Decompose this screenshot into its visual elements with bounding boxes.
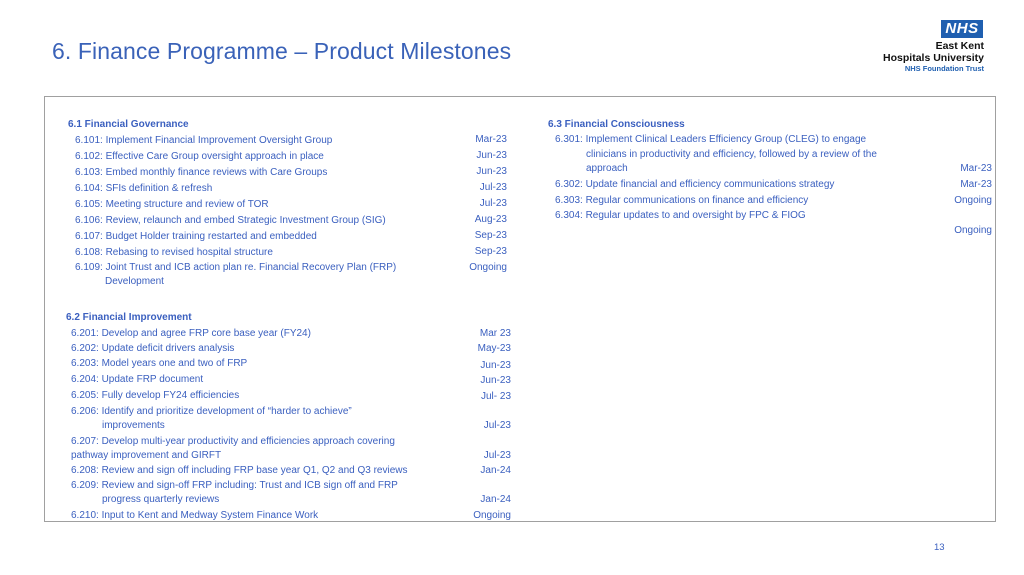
section-heading-governance: 6.1 Financial Governance <box>68 119 189 130</box>
milestone-date: Jul-23 <box>479 198 507 209</box>
list-item: 6.208: Review and sign off including FRP base year Q1, Q2 and Q3 reviews <box>71 465 408 476</box>
list-item-continuation: Development <box>105 276 164 287</box>
list-item: 6.205: Fully develop FY24 efficiencies <box>71 390 240 401</box>
milestone-date: Jul-23 <box>479 182 507 193</box>
list-item-continuation: pathway improvement and GIRFT <box>71 450 222 461</box>
list-item: 6.203: Model years one and two of FRP <box>71 358 248 369</box>
list-item: 6.304: Regular updates to and oversight by FPC & FIOG <box>555 210 806 221</box>
list-item: 6.202: Update deficit drivers analysis <box>71 343 235 354</box>
logo-line-2: Hospitals University <box>883 52 984 64</box>
milestone-date: Jul- 23 <box>480 391 511 402</box>
list-item: 6.102: Effective Care Group oversight approach in place <box>75 151 324 162</box>
milestone-date: Jan-24 <box>480 465 511 476</box>
logo-line-3: NHS Foundation Trust <box>904 64 984 73</box>
list-item: 6.210: Input to Kent and Medway System Finance Work <box>71 510 319 521</box>
list-item: 6.105: Meeting structure and review of TOR <box>75 199 269 210</box>
milestone-date: Ongoing <box>954 195 992 206</box>
milestones-panel <box>44 96 996 522</box>
milestone-date: Jun-23 <box>480 375 511 386</box>
milestone-date: Jun-23 <box>476 150 507 161</box>
list-item: 6.106: Review, relaunch and embed Strategic Investment Group (SIG) <box>75 215 386 226</box>
milestone-date: Mar-23 <box>960 179 992 190</box>
list-item: 6.207: Develop multi-year productivity and efficiencies approach covering <box>71 436 395 447</box>
milestone-date: Ongoing <box>473 510 511 521</box>
milestone-date: Ongoing <box>954 225 992 236</box>
milestone-date: Ongoing <box>469 262 507 273</box>
list-item: 6.104: SFIs definition & refresh <box>75 183 213 194</box>
milestone-date: Jan-24 <box>480 494 511 505</box>
list-item: 6.107: Budget Holder training restarted and embedded <box>75 231 317 242</box>
milestone-date: Jul-23 <box>483 420 511 431</box>
list-item: 6.103: Embed monthly finance reviews with Care Groups <box>75 167 328 178</box>
section-heading-consciousness: 6.3 Financial Consciousness <box>548 119 685 130</box>
list-item: 6.303: Regular communications on finance and efficiency <box>555 195 809 206</box>
list-item: 6.302: Update financial and efficiency communications strategy <box>555 179 835 190</box>
milestone-date: Mar 23 <box>479 328 511 339</box>
milestone-date: Sep-23 <box>474 246 507 257</box>
nhs-trust-logo <box>880 20 1006 76</box>
milestone-date: Sep-23 <box>474 230 507 241</box>
list-item: 6.201: Develop and agree FRP core base year (FY24) <box>71 328 311 339</box>
milestone-date: May-23 <box>477 343 511 354</box>
list-item: 6.109: Joint Trust and ICB action plan re. Financial Recovery Plan (FRP) <box>75 262 397 273</box>
milestone-date: Aug-23 <box>474 214 507 225</box>
list-item-continuation: progress quarterly reviews <box>102 494 220 505</box>
list-item-continuation: clinicians in productivity and efficiency, followed by a review of the <box>586 149 877 160</box>
logo-line-1: East Kent <box>935 40 984 52</box>
milestone-date: Jun-23 <box>476 166 507 177</box>
list-item: 6.204: Update FRP document <box>71 374 204 385</box>
list-item: 6.108: Rebasing to revised hospital structure <box>75 247 273 258</box>
list-item-continuation: approach <box>586 163 628 174</box>
page-number: 13 <box>934 542 945 553</box>
list-item: 6.209: Review and sign-off FRP including: Trust and ICB sign off and FRP <box>71 480 398 491</box>
milestone-date: Mar-23 <box>960 163 992 174</box>
nhs-logo-icon: NHS <box>941 20 983 38</box>
list-item: 6.101: Implement Financial Improvement Oversight Group <box>75 135 333 146</box>
page-title: 6. Finance Programme – Product Milestones <box>52 38 512 64</box>
milestone-date: Jun-23 <box>480 360 511 371</box>
list-item: 6.206: Identify and prioritize development of “harder to achieve” <box>71 406 352 417</box>
section-heading-improvement: 6.2 Financial Improvement <box>66 312 192 323</box>
list-item-continuation: improvements <box>102 420 165 431</box>
milestone-date: Mar-23 <box>475 134 507 145</box>
list-item: 6.301: Implement Clinical Leaders Efficiency Group (CLEG) to engage <box>555 134 867 145</box>
milestone-date: Jul-23 <box>483 450 511 461</box>
